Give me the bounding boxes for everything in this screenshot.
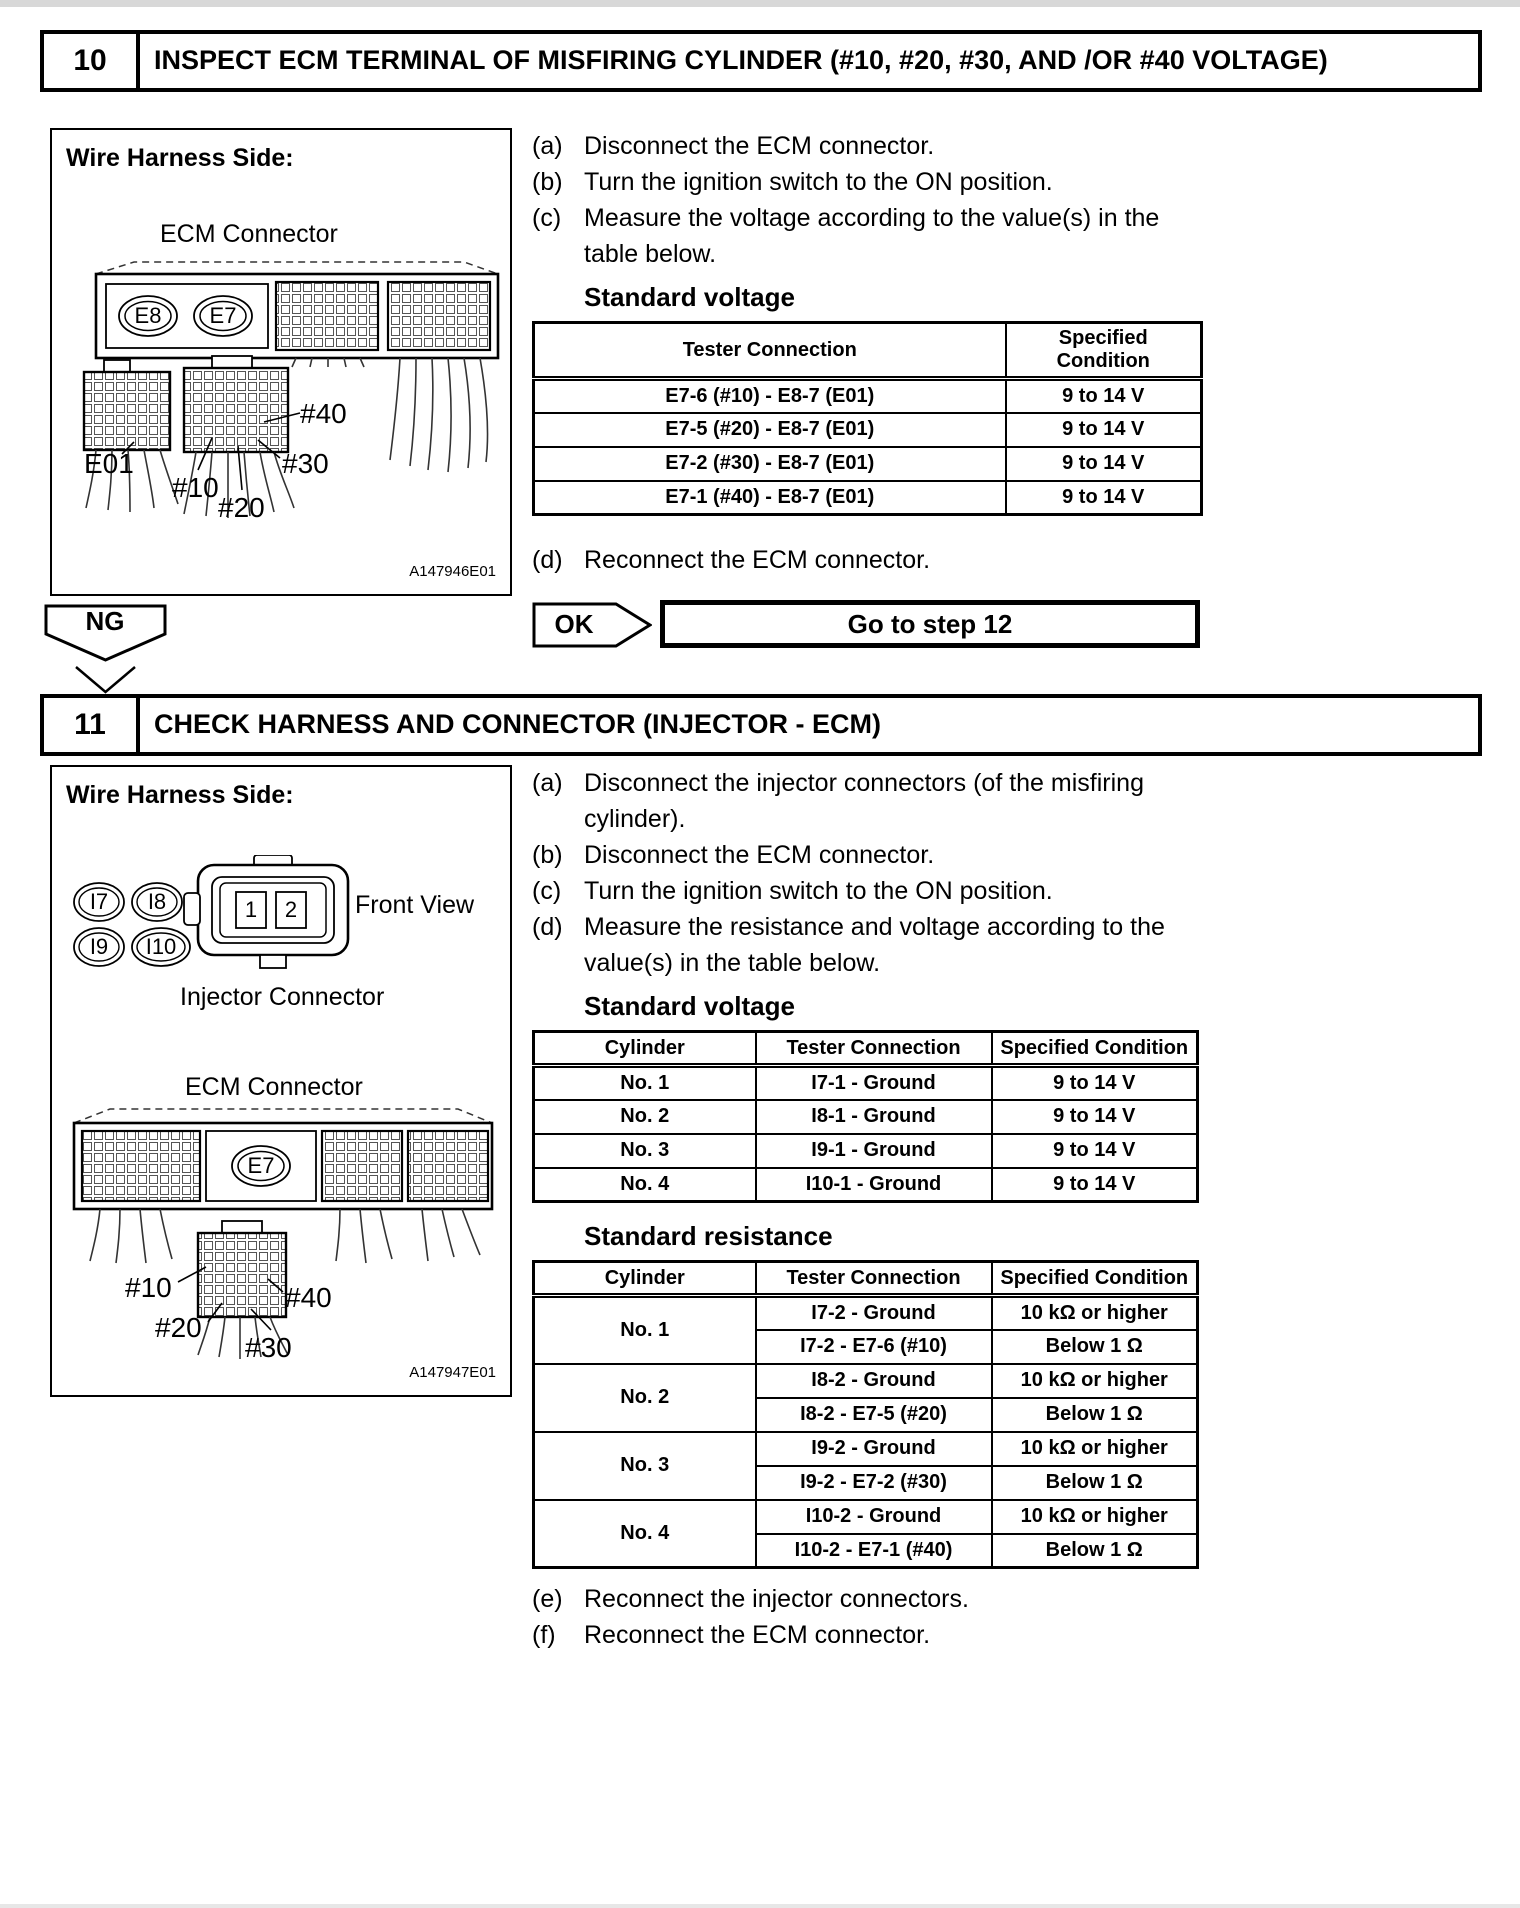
standard-voltage-heading: Standard voltage [584,282,795,312]
tester-connection-cell: E7-1 (#40) - E8-7 (E01) [534,481,1006,515]
connector-i9-label: I9 [89,934,109,959]
instruction-text: Reconnect the ECM connector. [584,1621,931,1649]
tester-connection-cell: I9-1 - Ground [756,1134,992,1168]
connector-e01-label: E01 [84,448,134,479]
connector-i7-label: I7 [89,889,109,914]
ng-arrow [44,604,168,700]
ecm-connector-label: ECM Connector [160,220,338,248]
tester-connection-cell: I8-2 - Ground [756,1364,992,1398]
tester-connection-cell: E7-5 (#20) - E8-7 (E01) [534,413,1006,447]
cylinder-cell: No. 3 [534,1134,756,1168]
connector-e7-label: E7 [209,303,237,328]
step-10-instructions [532,128,1232,648]
instruction-a [532,128,1232,164]
instruction-key: (d) [532,546,563,574]
column-tester-connection: Tester Connection [534,323,1006,379]
table-header-row [534,1032,1198,1066]
specified-condition-cell: 9 to 14 V [1006,481,1202,515]
specified-condition-cell: 9 to 14 V [992,1066,1198,1100]
pin-30-label: #30 [245,1332,292,1363]
instruction-a [532,765,1232,837]
table-row [534,1066,1198,1100]
instruction-text: Turn the ignition switch to the ON position. [584,877,1053,905]
cylinder-cell: No. 4 [534,1168,756,1202]
tester-connection-cell: I10-2 - Ground [756,1500,992,1534]
column-specified-condition: Specified Condition [992,1032,1198,1066]
cylinder-cell: No. 3 [534,1432,756,1500]
tester-connection-cell: I9-2 - E7-2 (#30) [756,1466,992,1500]
standard-resistance-table [532,1260,1199,1569]
table-row [534,413,1202,447]
instruction-c [532,200,1232,272]
table-header-row [534,323,1202,379]
wire-harness-side-label: Wire Harness Side: [66,781,294,809]
standard-voltage-heading: Standard voltage [584,991,795,1021]
standard-voltage-table [532,321,1203,516]
specified-condition-cell: 9 to 14 V [1006,413,1202,447]
ecm-connector-label: ECM Connector [185,1073,363,1101]
specified-condition-cell: Below 1 Ω [992,1466,1198,1500]
specified-condition-cell: 10 kΩ or higher [992,1432,1198,1466]
cylinder-cell: No. 2 [534,1364,756,1432]
wire-harness-side-label: Wire Harness Side: [66,144,294,172]
instruction-key: (a) [532,132,563,160]
instruction-text: Disconnect the ECM connector. [584,841,935,869]
table-row [534,481,1202,515]
terminal-2-label: 2 [284,897,298,922]
pin-40-label: #40 [300,398,347,429]
table-row [534,379,1202,413]
instruction-key: (b) [532,168,563,196]
connector-i8-label: I8 [147,889,167,914]
table-row [534,1134,1198,1168]
step-11-instructions [532,765,1232,1653]
tester-connection-cell: I10-2 - E7-1 (#40) [756,1534,992,1568]
table-row [534,1100,1198,1134]
column-tester-connection: Tester Connection [756,1032,992,1066]
tester-connection-cell: I9-2 - Ground [756,1432,992,1466]
specified-condition-cell: Below 1 Ω [992,1330,1198,1364]
pin-20-label: #20 [155,1312,202,1343]
step-11-header [40,694,1482,756]
cylinder-cell: No. 4 [534,1500,756,1568]
instruction-b [532,164,1232,200]
pin-30-label: #30 [282,448,329,479]
instruction-d [532,909,1232,981]
specified-condition-cell: 9 to 14 V [1006,447,1202,481]
figure-code: A147946E01 [409,563,496,580]
instruction-text: Turn the ignition switch to the ON position. [584,168,1053,196]
standard-voltage-table [532,1030,1199,1203]
tester-connection-cell: I7-2 - Ground [756,1296,992,1330]
ok-label: OK [554,608,594,639]
go-to-step-box: Go to step 12 [660,600,1200,648]
instruction-key: (a) [532,769,563,797]
ng-label: NG [85,606,125,636]
specified-condition-cell: 10 kΩ or higher [992,1500,1198,1534]
instruction-key: (c) [532,877,562,905]
specified-condition-cell: 10 kΩ or higher [992,1364,1198,1398]
instruction-d [532,542,1232,578]
instruction-text: Measure the resistance and voltage according to the value(s) in the table below. [584,913,1165,977]
step-10-title [140,34,1478,88]
step-11-number: 11 [44,698,140,752]
connector-e7-label: E7 [247,1153,275,1178]
table-row [534,1432,1198,1466]
table-row [534,1296,1198,1330]
cylinder-cell: No. 1 [534,1066,756,1100]
tester-connection-cell: E7-6 (#10) - E8-7 (E01) [534,379,1006,413]
pin-20-label: #20 [218,492,265,523]
ok-arrow [532,600,652,648]
table-row [534,447,1202,481]
tester-connection-cell: I10-1 - Ground [756,1168,992,1202]
step-11-title [140,698,1478,752]
standard-resistance-heading: Standard resistance [584,1221,833,1251]
step-11-title-text: CHECK HARNESS AND CONNECTOR (INJECTOR - ECM) [154,709,882,740]
cylinder-cell: No. 1 [534,1296,756,1364]
specified-condition-cell: Below 1 Ω [992,1534,1198,1568]
instruction-e [532,1581,1232,1617]
table-header-row [534,1262,1198,1296]
specified-condition-cell: 9 to 14 V [992,1100,1198,1134]
column-tester-connection: Tester Connection [756,1262,992,1296]
front-view-label: Front View [355,891,475,919]
pin-10-label: #10 [172,472,219,503]
injector-connector-label: Injector Connector [180,983,385,1011]
pin-10-label: #10 [125,1272,172,1303]
step-10-header [40,30,1482,92]
tester-connection-cell: I7-1 - Ground [756,1066,992,1100]
column-cylinder: Cylinder [534,1262,756,1296]
terminal-1-label: 1 [244,897,258,922]
table-row [534,1364,1198,1398]
instruction-text: Disconnect the ECM connector. [584,132,935,160]
step-11-diagram-box [50,765,512,1397]
connector-e8-label: E8 [134,303,162,328]
specified-condition-cell: 9 to 14 V [992,1168,1198,1202]
instruction-f [532,1617,1232,1653]
instruction-key: (e) [532,1585,563,1613]
step-10-number: 10 [44,34,140,88]
scan-edge-bottom [0,1904,1520,1908]
instruction-text: Reconnect the injector connectors. [584,1585,969,1613]
instruction-b [532,837,1232,873]
connector-i10-label: I10 [145,934,177,959]
tester-connection-cell: I8-1 - Ground [756,1100,992,1134]
instruction-key: (c) [532,204,562,232]
specified-condition-cell: 9 to 14 V [1006,379,1202,413]
cylinder-cell: No. 2 [534,1100,756,1134]
ecm-connector-drawing [60,260,506,522]
figure-code: A147947E01 [409,1364,496,1381]
column-specified-condition: Specified Condition [1006,323,1202,379]
instruction-key: (d) [532,913,563,941]
step-10-diagram-box [50,128,512,596]
instruction-text: Disconnect the injector connectors (of the misfiring cylinder). [584,769,1144,833]
instruction-c [532,873,1232,909]
instruction-key: (b) [532,841,563,869]
scan-edge-top [0,0,1520,7]
specified-condition-cell: Below 1 Ω [992,1398,1198,1432]
instruction-text: Measure the voltage according to the value(s) in the table below. [584,204,1160,268]
instruction-key: (f) [532,1621,556,1649]
column-cylinder: Cylinder [534,1032,756,1066]
tester-connection-cell: I8-2 - E7-5 (#20) [756,1398,992,1432]
ok-result-row [532,600,1232,648]
specified-condition-cell: 9 to 14 V [992,1134,1198,1168]
step-10-title-text: INSPECT ECM TERMINAL OF MISFIRING CYLINDER (#10, #20, #30, AND /OR #40 VOLTAGE) [154,45,1328,76]
table-row [534,1168,1198,1202]
table-row [534,1500,1198,1534]
pin-40-label: #40 [285,1282,332,1313]
column-specified-condition: Specified Condition [992,1262,1198,1296]
specified-condition-cell: 10 kΩ or higher [992,1296,1198,1330]
tester-connection-cell: I7-2 - E7-6 (#10) [756,1330,992,1364]
tester-connection-cell: E7-2 (#30) - E8-7 (E01) [534,447,1006,481]
instruction-text: Reconnect the ECM connector. [584,546,931,574]
